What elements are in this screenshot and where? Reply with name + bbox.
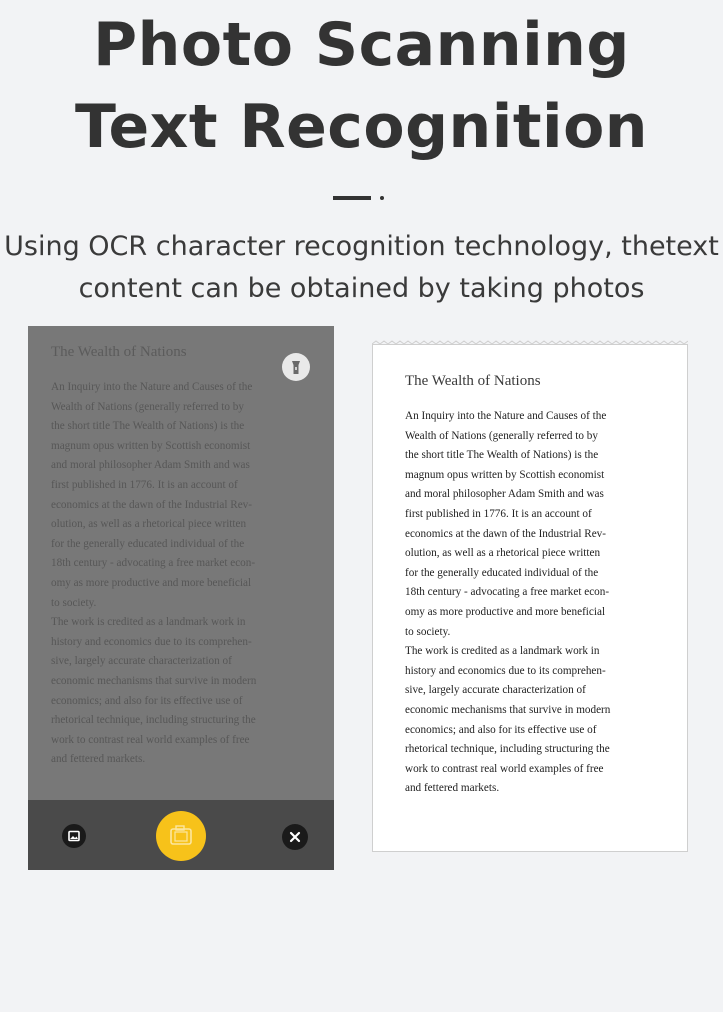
close-icon	[282, 824, 308, 850]
recognized-text-paper	[372, 344, 688, 852]
camera-doc-title: The Wealth of Nations	[51, 344, 187, 360]
gallery-button[interactable]	[62, 824, 86, 848]
camera-preview	[28, 326, 334, 870]
image-gallery-icon	[62, 824, 86, 848]
result-doc-title: The Wealth of Nations	[405, 373, 541, 389]
camera-icon	[156, 811, 206, 861]
title-divider	[333, 196, 371, 200]
title-line-2: Text Recognition	[74, 92, 649, 162]
title-line-1: Photo Scanning	[93, 10, 630, 80]
shutter-button[interactable]	[156, 811, 206, 861]
close-button[interactable]	[282, 824, 308, 850]
subtitle-line-1: Using OCR character recognition technology, thetext	[4, 231, 719, 262]
camera-doc-body: An Inquiry into the Nature and Causes of the Wealth of Nations (generally referred to by the short title The Wealth of Nations) is the magnum opus written by Scottish economist and moral philosopher Adam Smith and was first published in 1776. It is an account of economics at the dawn of the Industrial Rev- olution, as well as a rhetorical piece written for the generally educated individual of the 18th century - advocating a free market econ- omy as more productive and more beneficial to society. The work is credited as a landmark work in history and economics due to its comprehen- sive, largely accurate characterization of economic mechanisms that survive in modern economics; and also for its effective use of rhetorical technique, including structuring the work to contrast real world examples of free and fettered markets.	[51, 381, 257, 766]
subtitle-line-2: content can be obtained by taking photos	[78, 273, 645, 304]
result-doc-body: An Inquiry into the Nature and Causes of the Wealth of Nations (generally referred to by the short title The Wealth of Nations) is the magnum opus written by Scottish economist and moral philosopher Adam Smith and was first published in 1776. It is an account of economics at the dawn of the Industrial Rev- olution, as well as a rhetorical piece written for the generally educated individual of the 18th century - advocating a free market econ- omy as more productive and more beneficial to society. The work is credited as a landmark work in history and economics due to its comprehen- sive, largely accurate characterization of economic mechanisms that survive in modern economics; and also for its effective use of rhetorical technique, including structuring the work to contrast real world examples of free and fettered markets.	[405, 410, 611, 795]
subtitle	[0, 226, 723, 310]
title-divider-dot	[380, 196, 384, 200]
camera-toolbar	[28, 800, 334, 870]
flashlight-icon	[282, 353, 310, 381]
flashlight-button[interactable]	[282, 353, 310, 381]
